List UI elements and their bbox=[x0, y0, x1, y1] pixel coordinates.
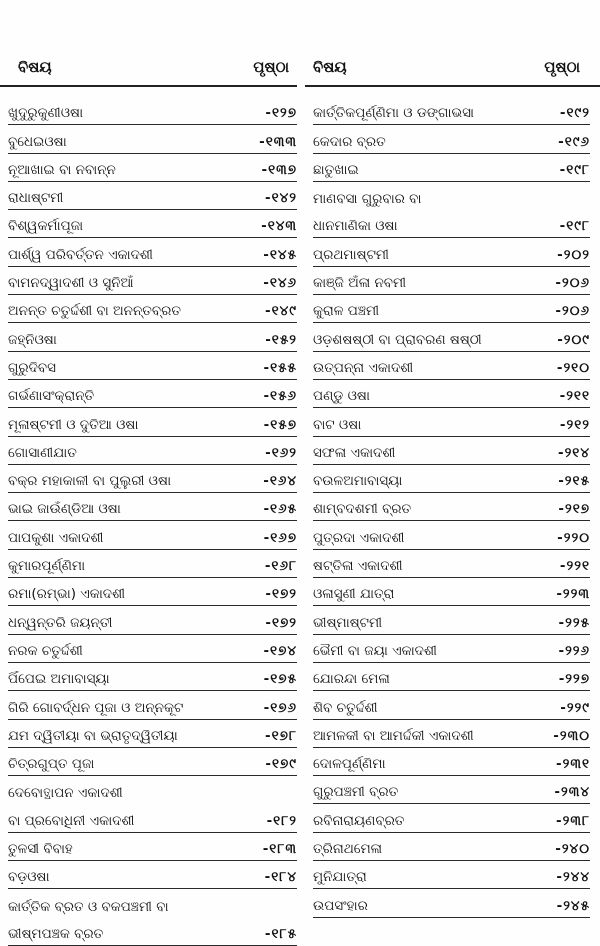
toc-row bbox=[313, 210, 590, 238]
toc-entry-page: -୨୧୫ bbox=[558, 473, 590, 490]
toc-entry-page: -୧୮୩ bbox=[262, 841, 297, 858]
toc-row bbox=[8, 154, 297, 182]
toc-entry-title: ନରକ ଚତୁର୍ଦ୍ଦଶୀ bbox=[8, 642, 83, 659]
toc-row bbox=[8, 465, 297, 493]
page-header: ପୃଷ୍ଠା bbox=[253, 58, 289, 76]
toc-entry-title: ପୁତ୍ରଦା ଏକାଦଶୀ bbox=[313, 529, 405, 546]
toc-entry-title: ଖୁଦୁରୁକୁଣୀଓଷା bbox=[8, 105, 84, 122]
toc-entry-title: ଗୁରୁଦିବସ bbox=[8, 359, 56, 376]
toc-entry-title: ଯମ ଦ୍ୱିତୀୟା ବା ଭ୍ରାତୃଦ୍ୱିତୀୟା bbox=[8, 727, 178, 744]
toc-entry-title: ବଉଳଅମାବାସ୍ୟା bbox=[313, 473, 403, 490]
toc-entry-page: -୧୯୮ bbox=[559, 161, 590, 178]
toc-entry-page: -୧୩୭ bbox=[261, 161, 297, 178]
toc-row bbox=[313, 97, 590, 125]
toc-entry-page: -୨୨୧ bbox=[559, 558, 590, 575]
toc-entry-title: କେଦାର ବ୍ରତ bbox=[313, 133, 386, 150]
toc-entry-page: -୨୦୬ bbox=[555, 303, 590, 320]
toc-entry-page: -୧୭୨ bbox=[265, 614, 297, 631]
toc-row bbox=[313, 125, 590, 153]
toc-row bbox=[313, 663, 590, 691]
toc-entry-title: ଭୈମୀ ବା ଜୟା ଏକାଦଶୀ bbox=[313, 642, 437, 659]
toc-entry-title: ଦୋଳପୂର୍ଣ୍ଣିମା bbox=[313, 756, 386, 773]
toc-right-column bbox=[305, 0, 600, 944]
toc-entry-title: ବା ପ୍ରବୋଧିନୀ ଏକାଦଶୀ bbox=[8, 812, 135, 829]
toc-row bbox=[8, 97, 297, 125]
toc-entry-page: -୧୬୪ bbox=[263, 473, 297, 490]
toc-row bbox=[313, 720, 590, 748]
toc-row bbox=[313, 833, 590, 861]
toc-row bbox=[8, 437, 297, 465]
toc-entry-title: ପଣ୍ଡୁ ଓଷା bbox=[313, 388, 370, 405]
toc-entry-page: -୧୮୨ bbox=[266, 812, 297, 829]
toc-row bbox=[8, 125, 297, 153]
toc-row bbox=[8, 550, 297, 578]
toc-row bbox=[313, 295, 590, 323]
toc-entry-title: ଓଳାସୁଣୀ ଯାତ୍ରା bbox=[313, 586, 395, 603]
toc-row bbox=[8, 408, 297, 436]
toc-row bbox=[313, 861, 590, 889]
toc-entry-title: ଧନ୍ୱନ୍ତରି ଜୟନ୍ତୀ bbox=[8, 614, 113, 631]
toc-entry-title: ଆମଳକୀ ବା ଆମର୍ଦ୍ଦକୀ ଏକାଦଶୀ bbox=[313, 727, 474, 744]
toc-entry-title: ପାର୍ଶ୍ୱ ପରିବର୍ତ୍ତନ ଏକାଦଶୀ bbox=[8, 246, 153, 263]
toc-entry-page: -୨୨୬ bbox=[558, 642, 590, 659]
toc-entry-title: ଗୁରୁପଞ୍ଚମୀ ବ୍ରତ bbox=[313, 784, 399, 801]
toc-row bbox=[8, 210, 297, 238]
toc-entry-page: -୧୫୫ bbox=[263, 359, 297, 376]
toc-row bbox=[8, 238, 297, 266]
toc-row bbox=[313, 578, 590, 606]
toc-entry-title: ବୁଧେଇଓଷା bbox=[8, 133, 67, 150]
toc-entry-page: -୨୪୪ bbox=[556, 869, 590, 886]
toc-row bbox=[8, 295, 297, 323]
toc-entry-page: -୧୯୬ bbox=[558, 133, 590, 150]
toc-entry-page: -୨୧୧ bbox=[559, 388, 590, 405]
page-header: ପୃଷ୍ଠା bbox=[544, 58, 580, 76]
topic-header: ବିଷୟ bbox=[18, 58, 52, 76]
toc-entry-page: -୨୧୨ bbox=[559, 416, 590, 433]
toc-entry-page: -୧୬୨ bbox=[265, 444, 297, 461]
toc-row bbox=[8, 521, 297, 549]
toc-entry-title: ତୁଳସୀ ବିବାହ bbox=[8, 841, 73, 858]
toc-entry-page: -୨୧୭ bbox=[558, 501, 590, 518]
toc-entry-page: -୨୦୯ bbox=[557, 331, 590, 348]
toc-row bbox=[8, 323, 297, 351]
toc-entry-page: -୧୭୪ bbox=[263, 642, 297, 659]
toc-entry-page: -୧୭୫ bbox=[263, 671, 297, 688]
toc-entry-page: -୨୩୮ bbox=[556, 812, 590, 829]
toc-entry-page: -୧୫୭ bbox=[263, 416, 297, 433]
toc-row bbox=[8, 380, 297, 408]
toc-entry-title: ଶାମ୍ବଦଶମୀ ବ୍ରତ bbox=[313, 501, 412, 518]
toc-entry-page: -୧୯୨ bbox=[559, 105, 590, 122]
toc-row bbox=[8, 493, 297, 521]
toc-entry-page: -୧୬୫ bbox=[263, 501, 297, 518]
toc-row bbox=[8, 267, 297, 295]
toc-entry-page: -୧୭୯ bbox=[265, 756, 297, 773]
toc-row bbox=[313, 465, 590, 493]
toc-entry-title: କାଞ୍ଜି ଅଁଳା ନବମୀ bbox=[313, 275, 407, 292]
toc-entry-title: ମୁନିଯାତ୍ରା bbox=[313, 869, 367, 886]
toc-row bbox=[313, 776, 590, 804]
toc-row bbox=[8, 720, 297, 748]
toc-entry-title: ଅନନ୍ତ ଚତୁର୍ଦ୍ଦଶୀ ବା ଅନନ୍ତବ୍ରତ bbox=[8, 303, 181, 320]
toc-entry-title: ମୂଳାଷ୍ଟମୀ ଓ ଦୁତିଆ ଓଷା bbox=[8, 416, 139, 433]
toc-row bbox=[313, 323, 590, 351]
toc-row bbox=[8, 918, 297, 946]
toc-entry-page: -୧୭୬ bbox=[263, 699, 297, 716]
toc-entry-title: ଦେବୋତ୍ଥାପନ ଏକାଦଶୀ bbox=[8, 785, 123, 802]
toc-entry-title: ବକ୍ର ମହାକାଳୀ ବା ପୁଲୁରୀ ଓଷା bbox=[8, 473, 172, 490]
toc-entry-page: -୧୫୨ bbox=[265, 331, 297, 348]
toc-entry-title: ତ୍ରିନାଥମେଳା bbox=[313, 841, 383, 858]
toc-entry-page: -୧୬୮ bbox=[264, 558, 297, 575]
toc-entry-title: ଛାତୁଖାଇ bbox=[313, 161, 359, 178]
toc-entry-page: -୧୪୨ bbox=[264, 190, 297, 207]
toc-row bbox=[313, 380, 590, 408]
toc-entry-title: ଯୋରନ୍ଦା ମେଳା bbox=[313, 671, 390, 688]
toc-entry-page: -୨୨୫ bbox=[558, 614, 590, 631]
toc-row bbox=[8, 861, 297, 889]
toc-entry-title: ଉପସଂହାର bbox=[313, 897, 368, 914]
toc-entry-title: ପିଁପେଇ ଅମାବାସ୍ୟା bbox=[8, 671, 110, 688]
toc-entry-title: ଗୋସାଣୀଯାତ bbox=[8, 444, 77, 461]
toc-entry-title: ଧାନମାଣିକା ଓଷା bbox=[313, 218, 398, 235]
toc-entry-title: ଉତ୍ପନ୍ନା ଏକାଦଶୀ bbox=[313, 359, 414, 376]
toc-entry-title: କୁମାରପୂର୍ଣ୍ଣିମା bbox=[8, 558, 86, 575]
toc-row bbox=[8, 606, 297, 634]
toc-entry-page: -୧୭୨ bbox=[265, 586, 297, 603]
toc-entry-page: -୨୧୪ bbox=[557, 444, 590, 461]
toc-right-list bbox=[305, 97, 600, 918]
toc-row bbox=[8, 804, 297, 832]
toc-entry-title: ରାଧାଷ୍ଟମୀ bbox=[8, 190, 64, 207]
toc-entry-title: ବିଶ୍ୱକର୍ମାପୂଜା bbox=[8, 218, 84, 235]
toc-entry-title: ସଫଳା ଏକାଦଶୀ bbox=[313, 444, 396, 461]
toc-row bbox=[8, 833, 297, 861]
toc-entry-title: ଜହ୍ନିଓଷା bbox=[8, 331, 57, 348]
toc-row bbox=[313, 408, 590, 436]
toc-row bbox=[8, 889, 297, 917]
toc-row bbox=[313, 550, 590, 578]
header-rule bbox=[0, 85, 297, 87]
toc-row bbox=[313, 635, 590, 663]
toc-entry-title: ଶିବ ଚତୁର୍ଦ୍ଦଶୀ bbox=[313, 699, 378, 716]
toc-entry-page: -୧୪୩ bbox=[261, 218, 297, 235]
toc-row bbox=[313, 154, 590, 182]
toc-row bbox=[8, 663, 297, 691]
toc-entry-page: -୧୪୫ bbox=[263, 246, 297, 263]
header-rule bbox=[305, 85, 600, 87]
toc-entry-page: -୨୩୪ bbox=[554, 784, 590, 801]
toc-entry-page: -୧୭୮ bbox=[265, 727, 297, 744]
toc-entry-page: -୨୧୦ bbox=[556, 359, 590, 376]
toc-entry-page: -୨୪୦ bbox=[555, 841, 590, 858]
toc-left-list bbox=[0, 97, 305, 946]
toc-entry-page: -୧୯୮ bbox=[559, 218, 590, 235]
toc-row bbox=[8, 578, 297, 606]
toc-entry-title: ଚିତ୍ରଗୁପ୍ତ ପୂଜା bbox=[8, 756, 95, 773]
toc-entry-title: ପ୍ରଥମାଷ୍ଟମୀ bbox=[313, 246, 389, 263]
toc-entry-title: କାର୍ତ୍ତିକପୂର୍ଣ୍ଣିମା ଓ ଡଙ୍ଗାଭସା bbox=[313, 105, 474, 122]
toc-entry-page: -୧୪୯ bbox=[265, 303, 297, 320]
toc-row bbox=[313, 267, 590, 295]
toc-entry-page: -୧୬୭ bbox=[263, 529, 297, 546]
topic-header: ବିଷୟ bbox=[313, 58, 347, 76]
toc-entry-page: -୨୨୦ bbox=[557, 529, 590, 546]
toc-entry-page: -୨୨୭ bbox=[558, 671, 590, 688]
toc-entry-title: କାର୍ତ୍ତିକ ବ୍ରତ ଓ ବକପଞ୍ଚମୀ ବା bbox=[8, 898, 169, 915]
toc-entry-page: -୧୮୫ bbox=[264, 925, 297, 942]
toc-row bbox=[313, 804, 590, 832]
toc-entry-page: -୧୪୬ bbox=[263, 275, 297, 292]
toc-row bbox=[313, 606, 590, 634]
toc-entry-page: -୨୦୬ bbox=[555, 275, 590, 292]
toc-row bbox=[313, 521, 590, 549]
toc-entry-title: ନୂଆଖାଇ ବା ନବାନ୍ନ bbox=[8, 161, 116, 178]
toc-row bbox=[313, 691, 590, 719]
toc-entry-title: ଗିରି ଗୋବର୍ଦ୍ଧନ ପୂଜା ଓ ଅନ୍ନକୂଟ bbox=[8, 699, 184, 716]
toc-entry-title: ବାମନଦ୍ୱାଦଶୀ ଓ ସୁନିଆଁ bbox=[8, 275, 134, 292]
toc-entry-title: ଓଡ଼ଶଷଷ୍ଠୀ ବା ପ୍ରାବରଣ ଷଷ୍ଠୀ bbox=[313, 331, 482, 348]
toc-entry-title: ମାଣବସା ଗୁରୁବାର ବା bbox=[313, 191, 422, 208]
toc-entry-title: ରମା(ରମ୍ଭା) ଏକାଦଶୀ bbox=[8, 586, 126, 603]
toc-entry-page: -୧୨୭ bbox=[265, 105, 297, 122]
toc-row bbox=[313, 352, 590, 380]
toc-row bbox=[313, 889, 590, 917]
toc-entry-title: ବାଟ ଓଷା bbox=[313, 416, 362, 433]
toc-row bbox=[8, 182, 297, 210]
toc-row bbox=[313, 238, 590, 266]
toc-entry-title: ଭୀଷ୍ମପଞ୍ଚକ ବ୍ରତ bbox=[8, 925, 104, 942]
toc-row bbox=[313, 748, 590, 776]
toc-row bbox=[313, 493, 590, 521]
toc-row bbox=[8, 776, 297, 804]
toc-entry-title: ରବିନାରାୟଣବ୍ରତ bbox=[313, 812, 405, 829]
toc-entry-title: ଗର୍ଭଣାସଂକ୍ରାନ୍ତି bbox=[8, 388, 95, 405]
toc-row bbox=[313, 182, 590, 210]
toc-entry-page: -୨୪୫ bbox=[556, 897, 590, 914]
toc-entry-page: -୧୫୬ bbox=[263, 388, 297, 405]
toc-entry-page: -୨୦୨ bbox=[557, 246, 590, 263]
toc-entry-title: ଷଟ୍‌ତିଳା ଏକାଦଶୀ bbox=[313, 558, 403, 575]
toc-row bbox=[8, 691, 297, 719]
toc-entry-page: -୧୮୪ bbox=[264, 869, 297, 886]
toc-entry-title: ବଡ଼ଓଷା bbox=[8, 869, 50, 886]
toc-entry-page: -୨୩୦ bbox=[553, 727, 590, 744]
toc-row bbox=[8, 748, 297, 776]
toc-entry-page: -୧୩୩ bbox=[259, 133, 297, 150]
toc-entry-title: କୁରାଳ ପଞ୍ଚମୀ bbox=[313, 303, 380, 320]
toc-entry-page: -୨୩୧ bbox=[556, 756, 590, 773]
toc-entry-page: -୨୨୩ bbox=[556, 586, 590, 603]
toc-entry-title: ଭାଇ ଜାଉଁଣ୍ଡିଆ ଓଷା bbox=[8, 501, 121, 518]
toc-row bbox=[8, 635, 297, 663]
toc-entry-page: -୨୨୯ bbox=[560, 699, 590, 716]
toc-row bbox=[313, 437, 590, 465]
toc-entry-title: ପାପକୁଶା ଏକାଦଶୀ bbox=[8, 529, 104, 546]
toc-entry-title: ଭୀଷ୍ମାଷ୍ଟମୀ bbox=[313, 614, 383, 631]
toc-row bbox=[8, 352, 297, 380]
